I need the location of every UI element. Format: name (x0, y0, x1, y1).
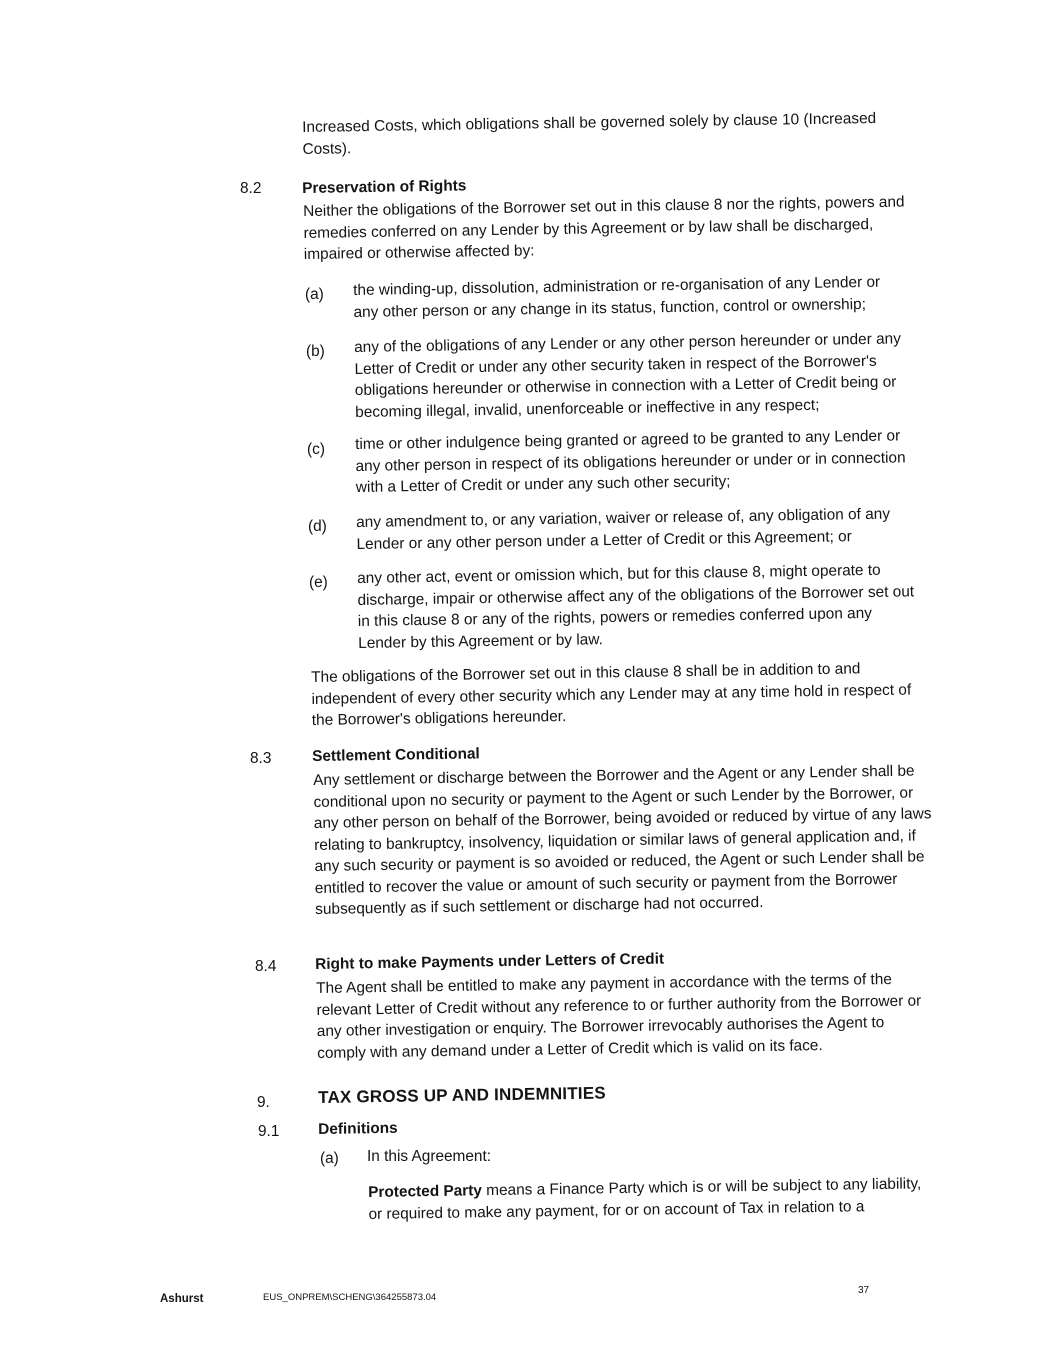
section-8-4-number: 8.4 (255, 958, 277, 975)
item-d-label: (d) (308, 518, 327, 535)
section-8-2-lead: Neither the obligations of the Borrower set out in this clause 8 nor the rights, powers and remedies conferred on any Lender by this Agreement or by law shall be discharged, impaired or otherwise affected by: (303, 193, 905, 263)
item-c-text: time or other indulgence being granted or agreed to be granted to any Lender or any other person in respect of its obligations hereunder or under or in connection with a Letter of Credit or under any such other security; (355, 427, 906, 496)
section-9-number: 9. (257, 1094, 270, 1111)
item-b-label: (b) (306, 343, 325, 360)
section-8-3-body: Any settlement or discharge between the Borrower and the Agent or any Lender shall be conditional upon no security or payment to the Agent or such Lender by the Borrower, or any other person on behalf of the Borrower, being avoided or reduced by virtue of any laws relating to bankruptcy, insolvency, liquidation or similar laws of general application and, if any such security or payment is so avoided or reduced, the Agent or such Lender shall be entitled to recover the value or amount of such security or payment from the Borrower subsequently as if such settlement or discharge had not occurred. (313, 762, 932, 918)
item-a-text: the winding-up, dissolution, administration or re-organisation of any Lender or any other person or any change in its status, function, control or ownership; (353, 273, 881, 321)
footer-page-number: 37 (858, 1285, 870, 1296)
section-9-1-item-a-text: In this Agreement: (367, 1148, 492, 1165)
item-b-text: any of the obligations of any Lender or any other person hereunder or under any Letter of Credit or under any other security taken in respect of the Borrower's obligations hereunder or otherwise in connection with a Letter of Credit being or becoming illegal, invalid, unenforceable or ineffective in any respect; (354, 330, 901, 421)
section-9-title: TAX GROSS UP AND INDEMNITIES (318, 1083, 606, 1107)
section-9-1-title: Definitions (318, 1119, 398, 1138)
section-8-2-closing: The obligations of the Borrower set out in this clause 8 shall be in addition to and independent of every other security which any Lender may at any time hold in respect of the Borrower's obligations hereunder. (311, 660, 912, 729)
protected-party-definition (368, 1173, 939, 1225)
section-8-3-title: Settlement Conditional (312, 745, 480, 765)
intro-paragraph: Increased Costs, which obligations shall be governed solely by clause 10 (Increased Costs). (302, 109, 877, 158)
section-9-1-number: 9.1 (258, 1123, 280, 1140)
defined-term: Protected Party (368, 1182, 483, 1201)
footer-firm: Ashurst (160, 1293, 204, 1305)
section-8-2-number: 8.2 (240, 180, 262, 197)
section-8-4-body: The Agent shall be entitled to make any payment in accordance with the terms of the relevant Letter of Credit without any reference to or further authority from the Borrower or any other investigation or enquiry. The Borrower irrevocably authorises the Agent to comply with any demand under a Letter of Credit which is valid on its face. (316, 970, 922, 1062)
section-8-3-number: 8.3 (250, 750, 272, 767)
item-e-text: any other act, event or omission which, but for this clause 8, might operate to discharge, impair or otherwise affect any of the obligations of the Borrower set out in this clause 8 or any of the rights, powers or remedies conferred upon any Lender by this Agreement or by law. (357, 561, 915, 652)
section-9-1-item-a-label: (a) (320, 1150, 339, 1167)
section-8-2-title: Preservation of Rights (302, 177, 467, 197)
item-d-text: any amendment to, or any variation, waiver or release of, any obligation of any Lender or any other person under a Letter of Credit or this Agreement; or (356, 505, 891, 553)
section-8-4-title: Right to make Payments under Letters of Credit (315, 950, 665, 973)
item-c-label: (c) (307, 441, 325, 458)
item-a-label: (a) (305, 286, 324, 303)
item-e-label: (e) (309, 574, 328, 591)
definition-text: means a Finance Party which is or will be subject to any liability, or required to make any payment, for or on account of Tax in relation to a (368, 1175, 922, 1223)
footer-doc-ref: EUS_ONPREM\SCHENG\364255873.04 (263, 1292, 437, 1303)
